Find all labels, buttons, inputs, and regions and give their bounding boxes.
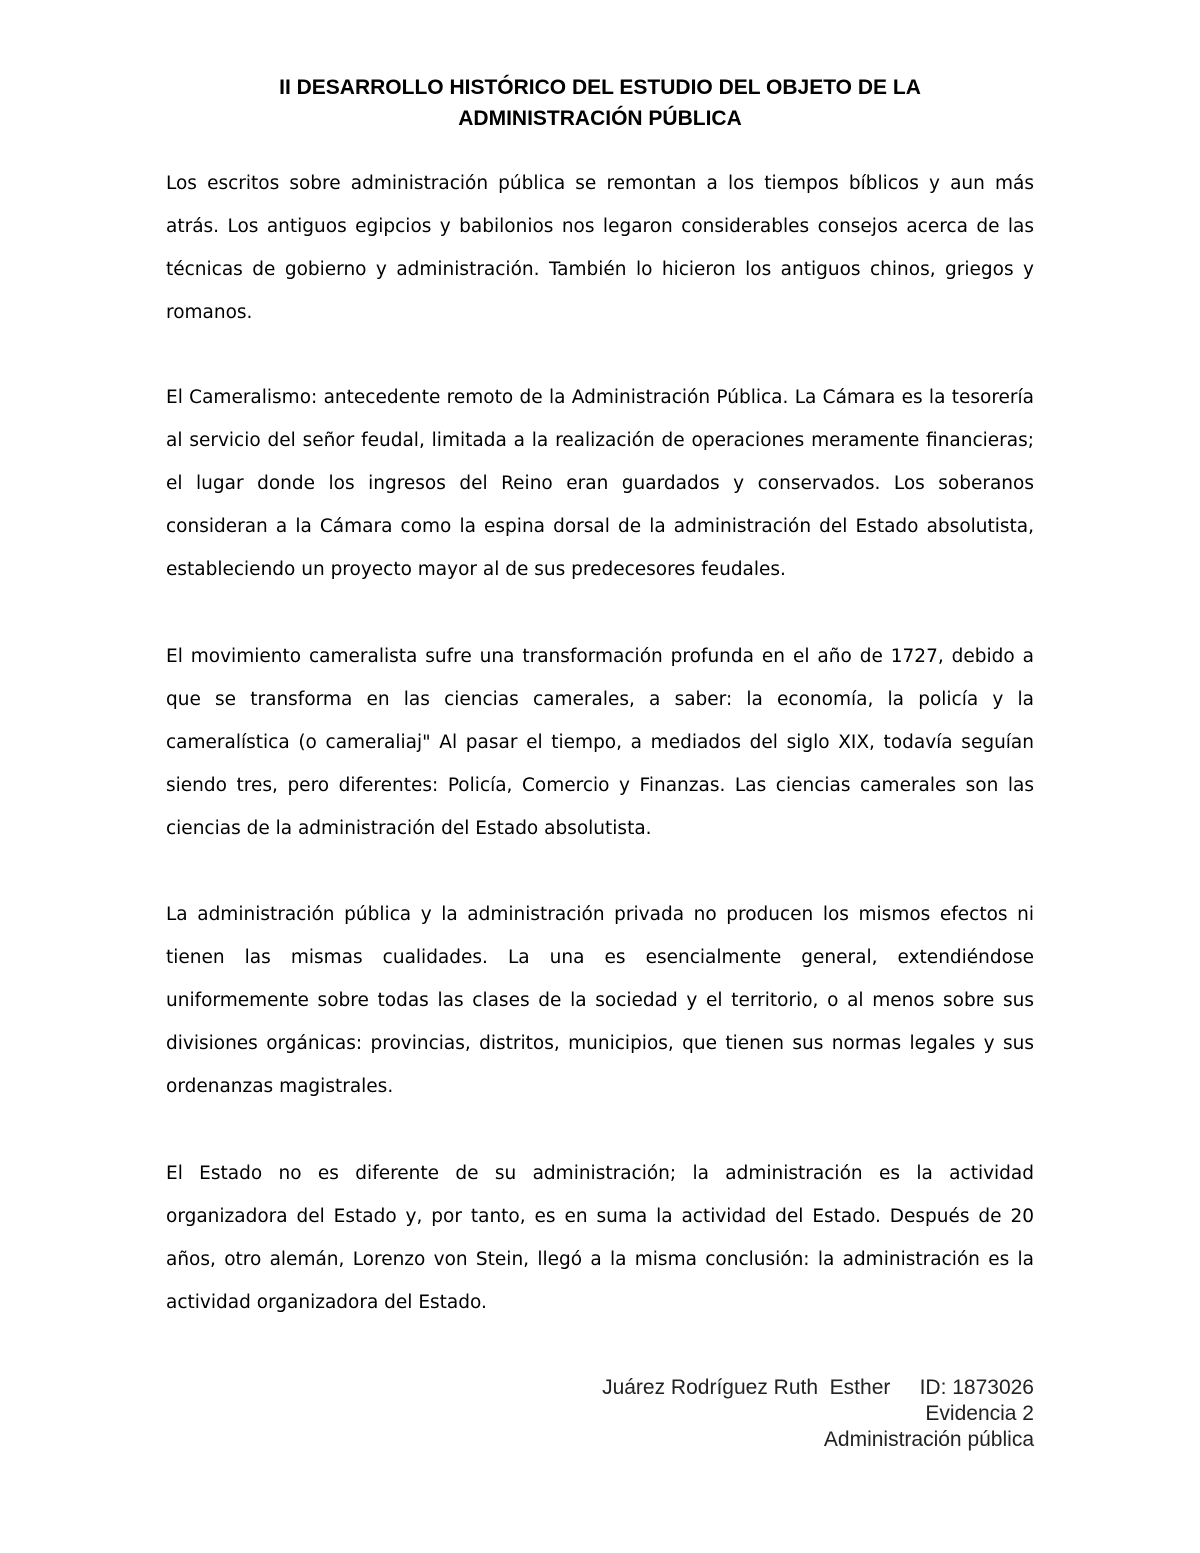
- title-line-1: II DESARROLLO HISTÓRICO DEL ESTUDIO DEL OBJETO DE LA: [279, 76, 921, 99]
- paragraph-5: El Estado no es diferente de su administración; la administración es la actividad organizadora del Estado y, por tanto, es en suma la actividad del Estado. Después de 20 años, otro alemán, Lorenzo von Stein, llegó a la misma conclusión: la administración es la actividad organizadora del Estado.: [166, 1163, 1034, 1313]
- subject-label: Administración pública: [823, 1428, 1034, 1451]
- signature-block: [434, 1375, 1034, 1453]
- paragraph-2: El Cameralismo: antecedente remoto de la Administración Pública. La Cámara es la tesorería al servicio del señor feudal, limitada a la realización de operaciones meramente financieras; el lugar donde los ingresos del Reino eran guardados y conservados. Los soberanos consideran a la Cámara como la espina dorsal de la administración del Estado absolutista, estableciendo un proyecto mayor al de sus predecesores feudales.: [166, 387, 1034, 580]
- title-line-2: ADMINISTRACIÓN PÚBLICA: [458, 107, 742, 130]
- paragraph-3: El movimiento cameralista sufre una transformación profunda en el año de 1727, debido a que se transforma en las ciencias camerales, a saber: la economía, la policía y la cameralística (o cameraliaj" Al pasar el tiempo, a mediados del siglo XIX, todavía seguían siendo tres, pero diferentes: Policía, Comercio y Finanzas. Las ciencias camerales son las ciencias de la administración del Estado absolutista.: [166, 646, 1034, 839]
- document-title: [166, 72, 1034, 134]
- paragraph-1: Los escritos sobre administración pública se remontan a los tiempos bíblicos y aun más atrás. Los antiguos egipcios y babilonios nos legaron considerables consejos acerca de las técnicas de gobierno y administración. También lo hicieron los antiguos chinos, griegos y romanos.: [166, 173, 1034, 323]
- author-name: Juárez Rodríguez Ruth Esther: [602, 1376, 891, 1399]
- signature-name-row: [434, 1375, 1034, 1401]
- paragraph-4: La administración pública y la administración privada no producen los mismos efectos ni tienen las mismas cualidades. La una es esencialmente general, extendiéndose uniformemente sobre todas las clases de la sociedad y el territorio, o al menos sobre sus divisiones orgánicas: provincias, distritos, municipios, que tienen sus normas legales y sus ordenanzas magistrales.: [166, 904, 1034, 1097]
- student-id: ID: 1873026: [919, 1376, 1034, 1399]
- evidence-label: Evidencia 2: [925, 1402, 1034, 1425]
